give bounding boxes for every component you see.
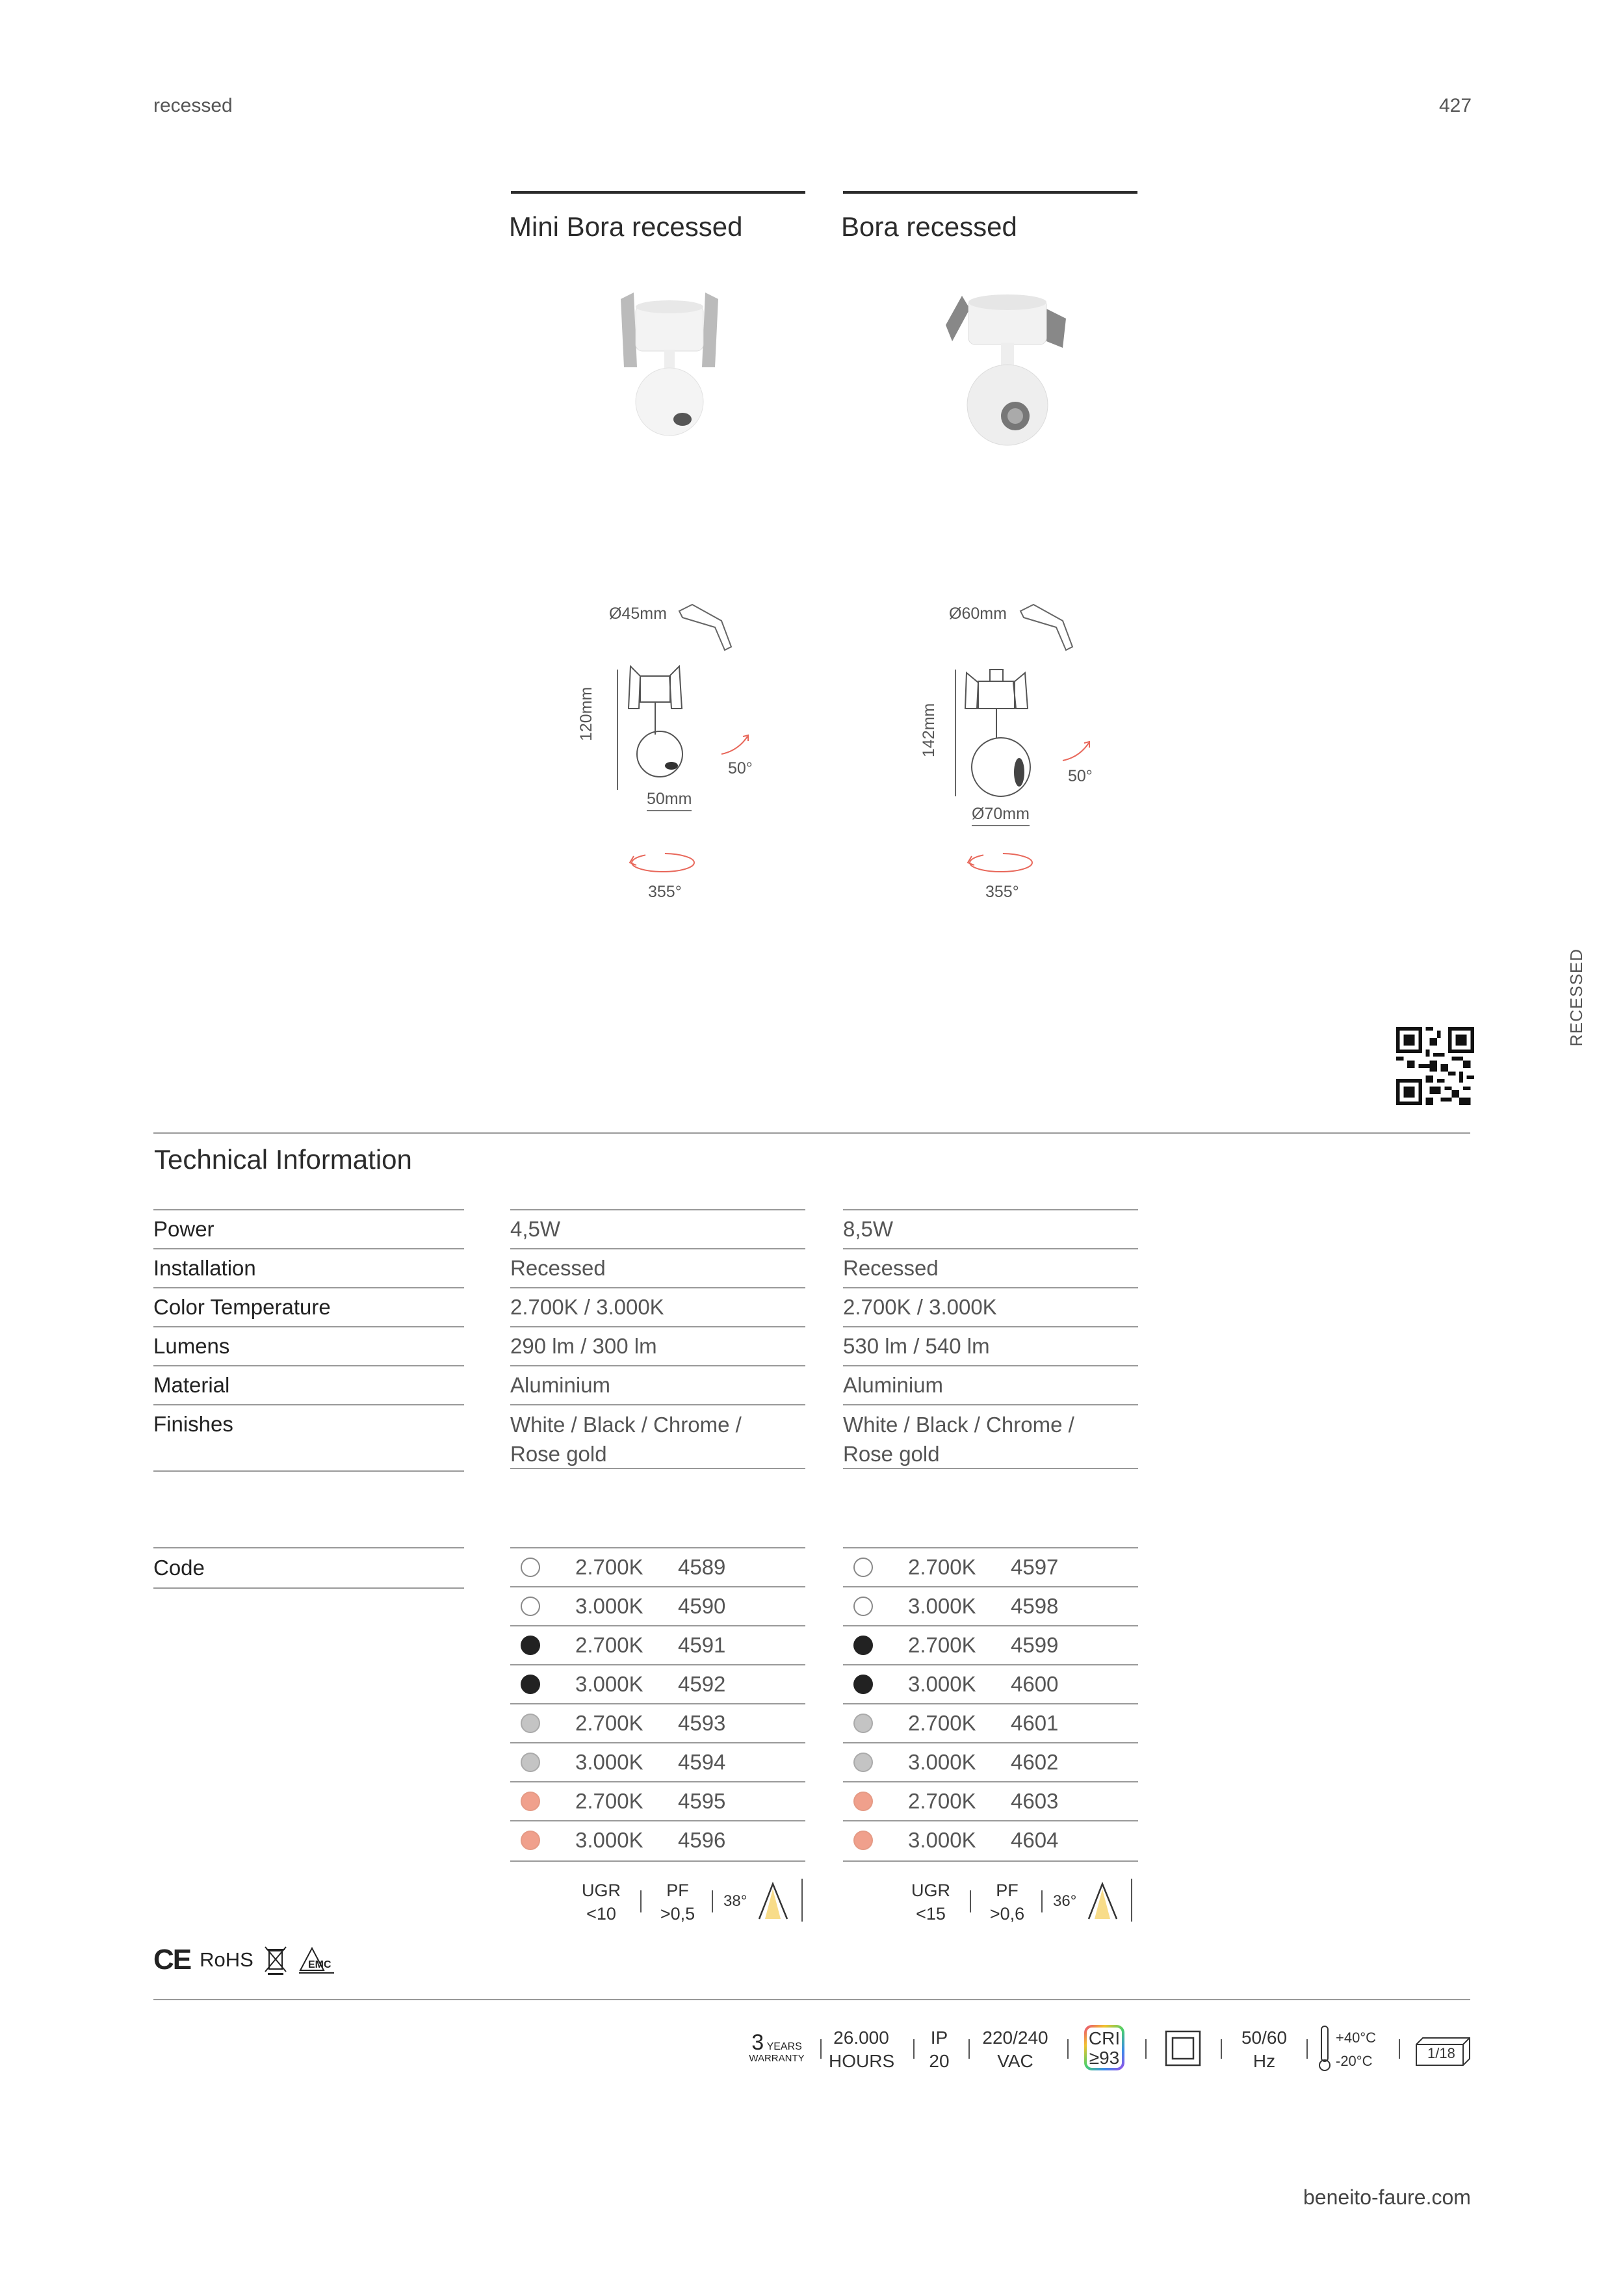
finish-swatch-rose-gold — [521, 1792, 540, 1811]
separator — [640, 1890, 642, 1912]
label-installation: Installation — [153, 1256, 256, 1280]
separator — [1145, 2039, 1147, 2059]
product-code: 4592 — [678, 1672, 726, 1696]
code-row — [510, 1820, 805, 1862]
product-2-title: Bora recessed — [841, 211, 1017, 242]
product-code: 4593 — [678, 1711, 726, 1735]
product-2-tilt: 50° — [1068, 767, 1093, 785]
product-1-width-dim: 50mm — [647, 790, 692, 811]
voltage-badge — [976, 2026, 1054, 2073]
separator — [968, 2039, 970, 2059]
finish-swatch-white — [521, 1558, 540, 1577]
ip-label: IP — [930, 2028, 948, 2048]
code-color-temp: 3.000K — [575, 1750, 643, 1774]
code-row — [843, 1820, 1138, 1862]
page-number: 427 — [1439, 95, 1472, 116]
code-row — [510, 1703, 805, 1743]
temperature-min: -20°C — [1336, 2053, 1373, 2069]
weee-bin-icon — [263, 1944, 289, 1976]
finish-swatch-black — [853, 1675, 873, 1694]
warranty-years-label: YEARS — [766, 2041, 802, 2052]
warranty-label: WARRANTY — [749, 2053, 805, 2064]
code-color-temp: 2.700K — [575, 1789, 643, 1813]
label-color-temperature: Color Temperature — [153, 1295, 331, 1319]
tech-info-title: Technical Information — [154, 1144, 412, 1175]
ce-mark-icon: CE — [153, 1944, 191, 1976]
product-1-title: Mini Bora recessed — [509, 211, 743, 242]
finish-swatch-white — [853, 1558, 873, 1577]
voltage-unit: VAC — [997, 2051, 1033, 2071]
code-color-temp: 3.000K — [575, 1828, 643, 1852]
separator — [1067, 2039, 1069, 2059]
code-color-temp: 3.000K — [908, 1594, 976, 1618]
lumens-value: 290 lm / 300 lm — [510, 1334, 657, 1358]
product-code: 4604 — [1011, 1828, 1059, 1852]
hours-label: HOURS — [829, 2051, 895, 2071]
product-2-rotation: 355° — [985, 883, 1019, 901]
section-divider — [153, 1132, 1470, 1134]
ip-badge — [920, 2026, 959, 2073]
product-1-tilt: 50° — [728, 759, 753, 777]
cri-badge — [1084, 2025, 1124, 2070]
ugr-label: UGR — [911, 1881, 950, 1900]
finish-swatch-chrome — [853, 1753, 873, 1772]
color-temp-value: 2.700K / 3.000K — [843, 1295, 997, 1319]
thermometer-icon — [1317, 2025, 1332, 2072]
separator — [1041, 1890, 1043, 1912]
hours-value: 26.000 — [833, 2028, 889, 2048]
finish-swatch-black — [853, 1636, 873, 1655]
separator — [1306, 2039, 1308, 2059]
code-row — [510, 1664, 805, 1704]
material-value: Aluminium — [510, 1373, 611, 1397]
temperature-max: +40°C — [1336, 2029, 1377, 2046]
beam-angle: 36° — [1053, 1892, 1077, 1910]
cri-value: ≥93 — [1089, 2048, 1120, 2068]
product-2-outline — [952, 663, 1043, 806]
label-lumens: Lumens — [153, 1334, 230, 1358]
code-row — [843, 1547, 1138, 1587]
beam-angle-icon — [757, 1881, 790, 1922]
product-1-photo — [611, 286, 728, 442]
product-2-height-dim: 142mm — [920, 703, 938, 757]
code-row — [510, 1625, 805, 1665]
qr-code[interactable] — [1396, 1027, 1474, 1105]
finish-swatch-rose-gold — [521, 1831, 540, 1850]
label-finishes: Finishes — [153, 1412, 233, 1436]
separator — [820, 2039, 822, 2059]
product-code: 4601 — [1011, 1711, 1059, 1735]
rohs-mark: RoHS — [200, 1948, 253, 1971]
code-color-temp: 2.700K — [575, 1633, 643, 1657]
finish-swatch-chrome — [521, 1714, 540, 1733]
beam-angle: 38° — [723, 1892, 747, 1910]
separator — [970, 1890, 971, 1912]
cut-hole-icon — [676, 601, 734, 653]
label-material: Material — [153, 1373, 230, 1397]
code-color-temp: 3.000K — [575, 1594, 643, 1618]
rotation-arrow-icon — [965, 848, 1037, 878]
code-row — [843, 1703, 1138, 1743]
product-1-outline — [614, 663, 699, 793]
product-code: 4603 — [1011, 1789, 1059, 1813]
material-value: Aluminium — [843, 1373, 944, 1397]
code-row — [510, 1742, 805, 1782]
code-row — [510, 1586, 805, 1626]
separator — [1399, 2039, 1400, 2059]
code-color-temp: 2.700K — [908, 1711, 976, 1735]
product-2-hole-dim: Ø60mm — [949, 605, 1007, 623]
class-ii-insulation-icon — [1165, 2030, 1201, 2067]
tech-labels — [153, 1209, 464, 1472]
code-color-temp: 3.000K — [908, 1672, 976, 1696]
ugr-value: <15 — [916, 1904, 946, 1924]
product-1-rotation: 355° — [648, 883, 682, 901]
color-temp-value: 2.700K / 3.000K — [510, 1295, 664, 1319]
finishes-value-cont: Rose gold — [510, 1442, 607, 1466]
code-row — [510, 1547, 805, 1587]
temperature-range — [1336, 2026, 1376, 2073]
power-value: 4,5W — [510, 1217, 561, 1241]
code-color-temp: 3.000K — [908, 1750, 976, 1774]
code-label-cell — [153, 1547, 464, 1589]
code-color-temp: 2.700K — [575, 1711, 643, 1735]
finishes-value-cont: Rose gold — [843, 1442, 940, 1466]
finish-swatch-white — [521, 1597, 540, 1616]
side-tab: RECESSED — [1566, 948, 1586, 1047]
product-code: 4599 — [1011, 1633, 1059, 1657]
code-color-temp: 2.700K — [908, 1633, 976, 1657]
separator — [913, 2039, 915, 2059]
finishes-value: White / Black / Chrome / — [510, 1413, 742, 1437]
emc-mark-icon — [298, 1944, 335, 1976]
finishes-value: White / Black / Chrome / — [843, 1413, 1074, 1437]
section-label: recessed — [153, 95, 233, 116]
code-row — [510, 1781, 805, 1821]
ugr-value: <10 — [586, 1904, 616, 1924]
finish-swatch-rose-gold — [853, 1831, 873, 1850]
pf-label: PF — [666, 1881, 689, 1900]
finish-swatch-black — [521, 1675, 540, 1694]
finish-swatch-white — [853, 1597, 873, 1616]
separator — [801, 1879, 803, 1922]
separator — [1131, 1879, 1132, 1922]
code-row — [843, 1742, 1138, 1782]
code-color-temp: 3.000K — [575, 1672, 643, 1696]
product-2-width-dim: Ø70mm — [972, 805, 1030, 826]
code-color-temp: 3.000K — [908, 1828, 976, 1852]
pf-label: PF — [996, 1881, 1019, 1900]
pf-value: >0,5 — [660, 1904, 695, 1924]
packing-units: 1/18 — [1427, 2045, 1455, 2061]
frequency-unit: Hz — [1253, 2051, 1276, 2071]
installation-value: Recessed — [510, 1256, 606, 1280]
finish-swatch-black — [521, 1636, 540, 1655]
tech-col-2 — [843, 1209, 1138, 1469]
pf-value: >0,6 — [989, 1904, 1025, 1924]
warranty-years-num: 3 — [751, 2030, 764, 2055]
product-code: 4598 — [1011, 1594, 1059, 1618]
product-code: 4597 — [1011, 1555, 1059, 1579]
code-color-temp: 2.700K — [575, 1555, 643, 1579]
cri-label: CRI — [1088, 2028, 1121, 2048]
tilt-arrow-icon — [718, 731, 757, 757]
lumens-value: 530 lm / 540 lm — [843, 1334, 990, 1358]
feature-badges — [741, 2025, 1472, 2083]
tilt-arrow-icon — [1059, 738, 1098, 764]
warranty-badge — [741, 2030, 812, 2064]
code-row — [843, 1664, 1138, 1704]
separator — [1221, 2039, 1222, 2059]
ugr-label: UGR — [582, 1881, 621, 1900]
rotation-arrow-icon — [627, 848, 699, 878]
finish-swatch-rose-gold — [853, 1792, 873, 1811]
code-row — [843, 1586, 1138, 1626]
finish-swatch-chrome — [853, 1714, 873, 1733]
spec-strip-1 — [575, 1879, 809, 1924]
beam-angle-icon — [1087, 1881, 1119, 1922]
product-code: 4596 — [678, 1828, 726, 1852]
code-color-temp: 2.700K — [908, 1555, 976, 1579]
installation-value: Recessed — [843, 1256, 939, 1280]
product-code: 4602 — [1011, 1750, 1059, 1774]
spec-strip-2 — [905, 1879, 1139, 1924]
code-row — [843, 1781, 1138, 1821]
product-code: 4589 — [678, 1555, 726, 1579]
website-link[interactable]: beneito-faure.com — [1303, 2185, 1471, 2209]
product-2-rule — [843, 191, 1137, 194]
hours-badge — [829, 2026, 894, 2073]
footer-divider — [153, 1999, 1470, 2000]
voltage-value: 220/240 — [982, 2028, 1048, 2048]
svg-text:EMC: EMC — [307, 1959, 331, 1970]
product-code: 4594 — [678, 1750, 726, 1774]
code-color-temp: 2.700K — [908, 1789, 976, 1813]
power-value: 8,5W — [843, 1217, 894, 1241]
finish-swatch-chrome — [521, 1753, 540, 1772]
label-power: Power — [153, 1217, 214, 1241]
tech-col-1 — [510, 1209, 805, 1469]
certifications — [153, 1944, 335, 1976]
cut-hole-icon — [1017, 601, 1076, 653]
product-1-hole-dim: Ø45mm — [609, 605, 667, 623]
product-1-height-dim: 120mm — [577, 686, 595, 741]
product-code: 4600 — [1011, 1672, 1059, 1696]
product-2-photo — [942, 283, 1072, 452]
frequency-badge — [1235, 2026, 1293, 2073]
product-code: 4591 — [678, 1633, 726, 1657]
separator — [712, 1890, 713, 1912]
code-label: Code — [153, 1556, 205, 1580]
code-row — [843, 1625, 1138, 1665]
product-code: 4590 — [678, 1594, 726, 1618]
ip-value: 20 — [929, 2051, 950, 2071]
frequency-value: 50/60 — [1241, 2028, 1288, 2048]
product-code: 4595 — [678, 1789, 726, 1813]
product-1-rule — [511, 191, 805, 194]
